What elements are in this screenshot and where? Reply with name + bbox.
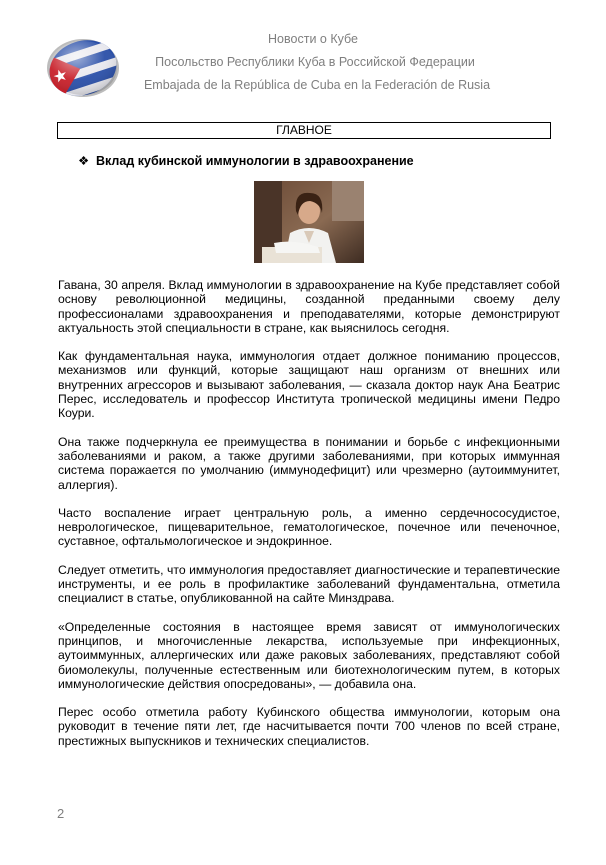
header-embassy-es: Embajada de la República de Cuba en la Federación de Rusia: [143, 78, 491, 92]
article-body: [58, 278, 560, 762]
article-title-row: [78, 153, 414, 168]
section-heading: ГЛАВНОЕ: [57, 122, 551, 139]
article-paragraph: Она также подчеркнула ее преимущества в понимании и борьбе с инфекционными заболеваниями и раком, а также другими заболеваниями, при которых иммунная система поражается по умолчанию (иммунодефицит) или чрезмерно (аутоиммунитет, аллергия).: [58, 434, 560, 492]
article-photo: [254, 181, 364, 263]
article-title: Вклад кубинской иммунологии в здравоохранение: [96, 154, 414, 168]
header-title: Новости о Кубе: [268, 32, 358, 46]
header-embassy-ru: Посольство Республики Куба в Российской Федерации: [155, 55, 475, 69]
article-paragraph: «Определенные состояния в настоящее время зависят от иммунологических принципов, и многочисленные лекарства, используемые при инфекционных, аутоиммунных, аллергических или даже раковых заболеваниях, представляют собой биомолекулы, полученные естественным или биотехнологическим путем, в которых иммунологические действия опосредованы», — добавила она.: [58, 619, 560, 691]
diamond-bullet-icon: ❖: [78, 154, 90, 168]
page-number: 2: [57, 806, 65, 821]
article-paragraph: Часто воспаление играет центральную роль, а именно сердечнососудистое, неврологическое, пищеварительное, гематологическое, почечное или печеночное, суставное, офтальмологическое и эндокринное.: [58, 505, 560, 549]
document-header: [0, 0, 606, 110]
article-paragraph: Гавана, 30 апреля. Вклад иммунологии в здравоохранение на Кубе представляет собой основу революционной медицины, созданной преданными своему делу профессионалами здравоохранения и преподавателями, которые демонстрируют актуальность этой специальности в стране, как выяснилось сегодня.: [58, 278, 560, 335]
article-paragraph: Как фундаментальная наука, иммунология отдает должное пониманию процессов, механизмов или функций, которые защищают наш организм от внешних или внутренних агрессоров и вызывают заболевания, — сказала доктор наук Ана Беатрис Перес, исследователь и профессор Института тропической медицины имени Педро Коури.: [58, 349, 560, 421]
article-paragraph: Перес особо отметила работу Кубинского общества иммунологии, которым она руководит в течение пяти лет, где насчитывается почти 700 членов по всей стране, престижных выпускников и технических специалистов.: [58, 705, 560, 748]
article-paragraph: Следует отметить, что иммунология предоставляет диагностические и терапевтические инструменты, и ее роль в профилактике заболеваний фундаментальна, отметила специалист в статье, опубликованной на сайте Минздрава.: [58, 562, 560, 606]
